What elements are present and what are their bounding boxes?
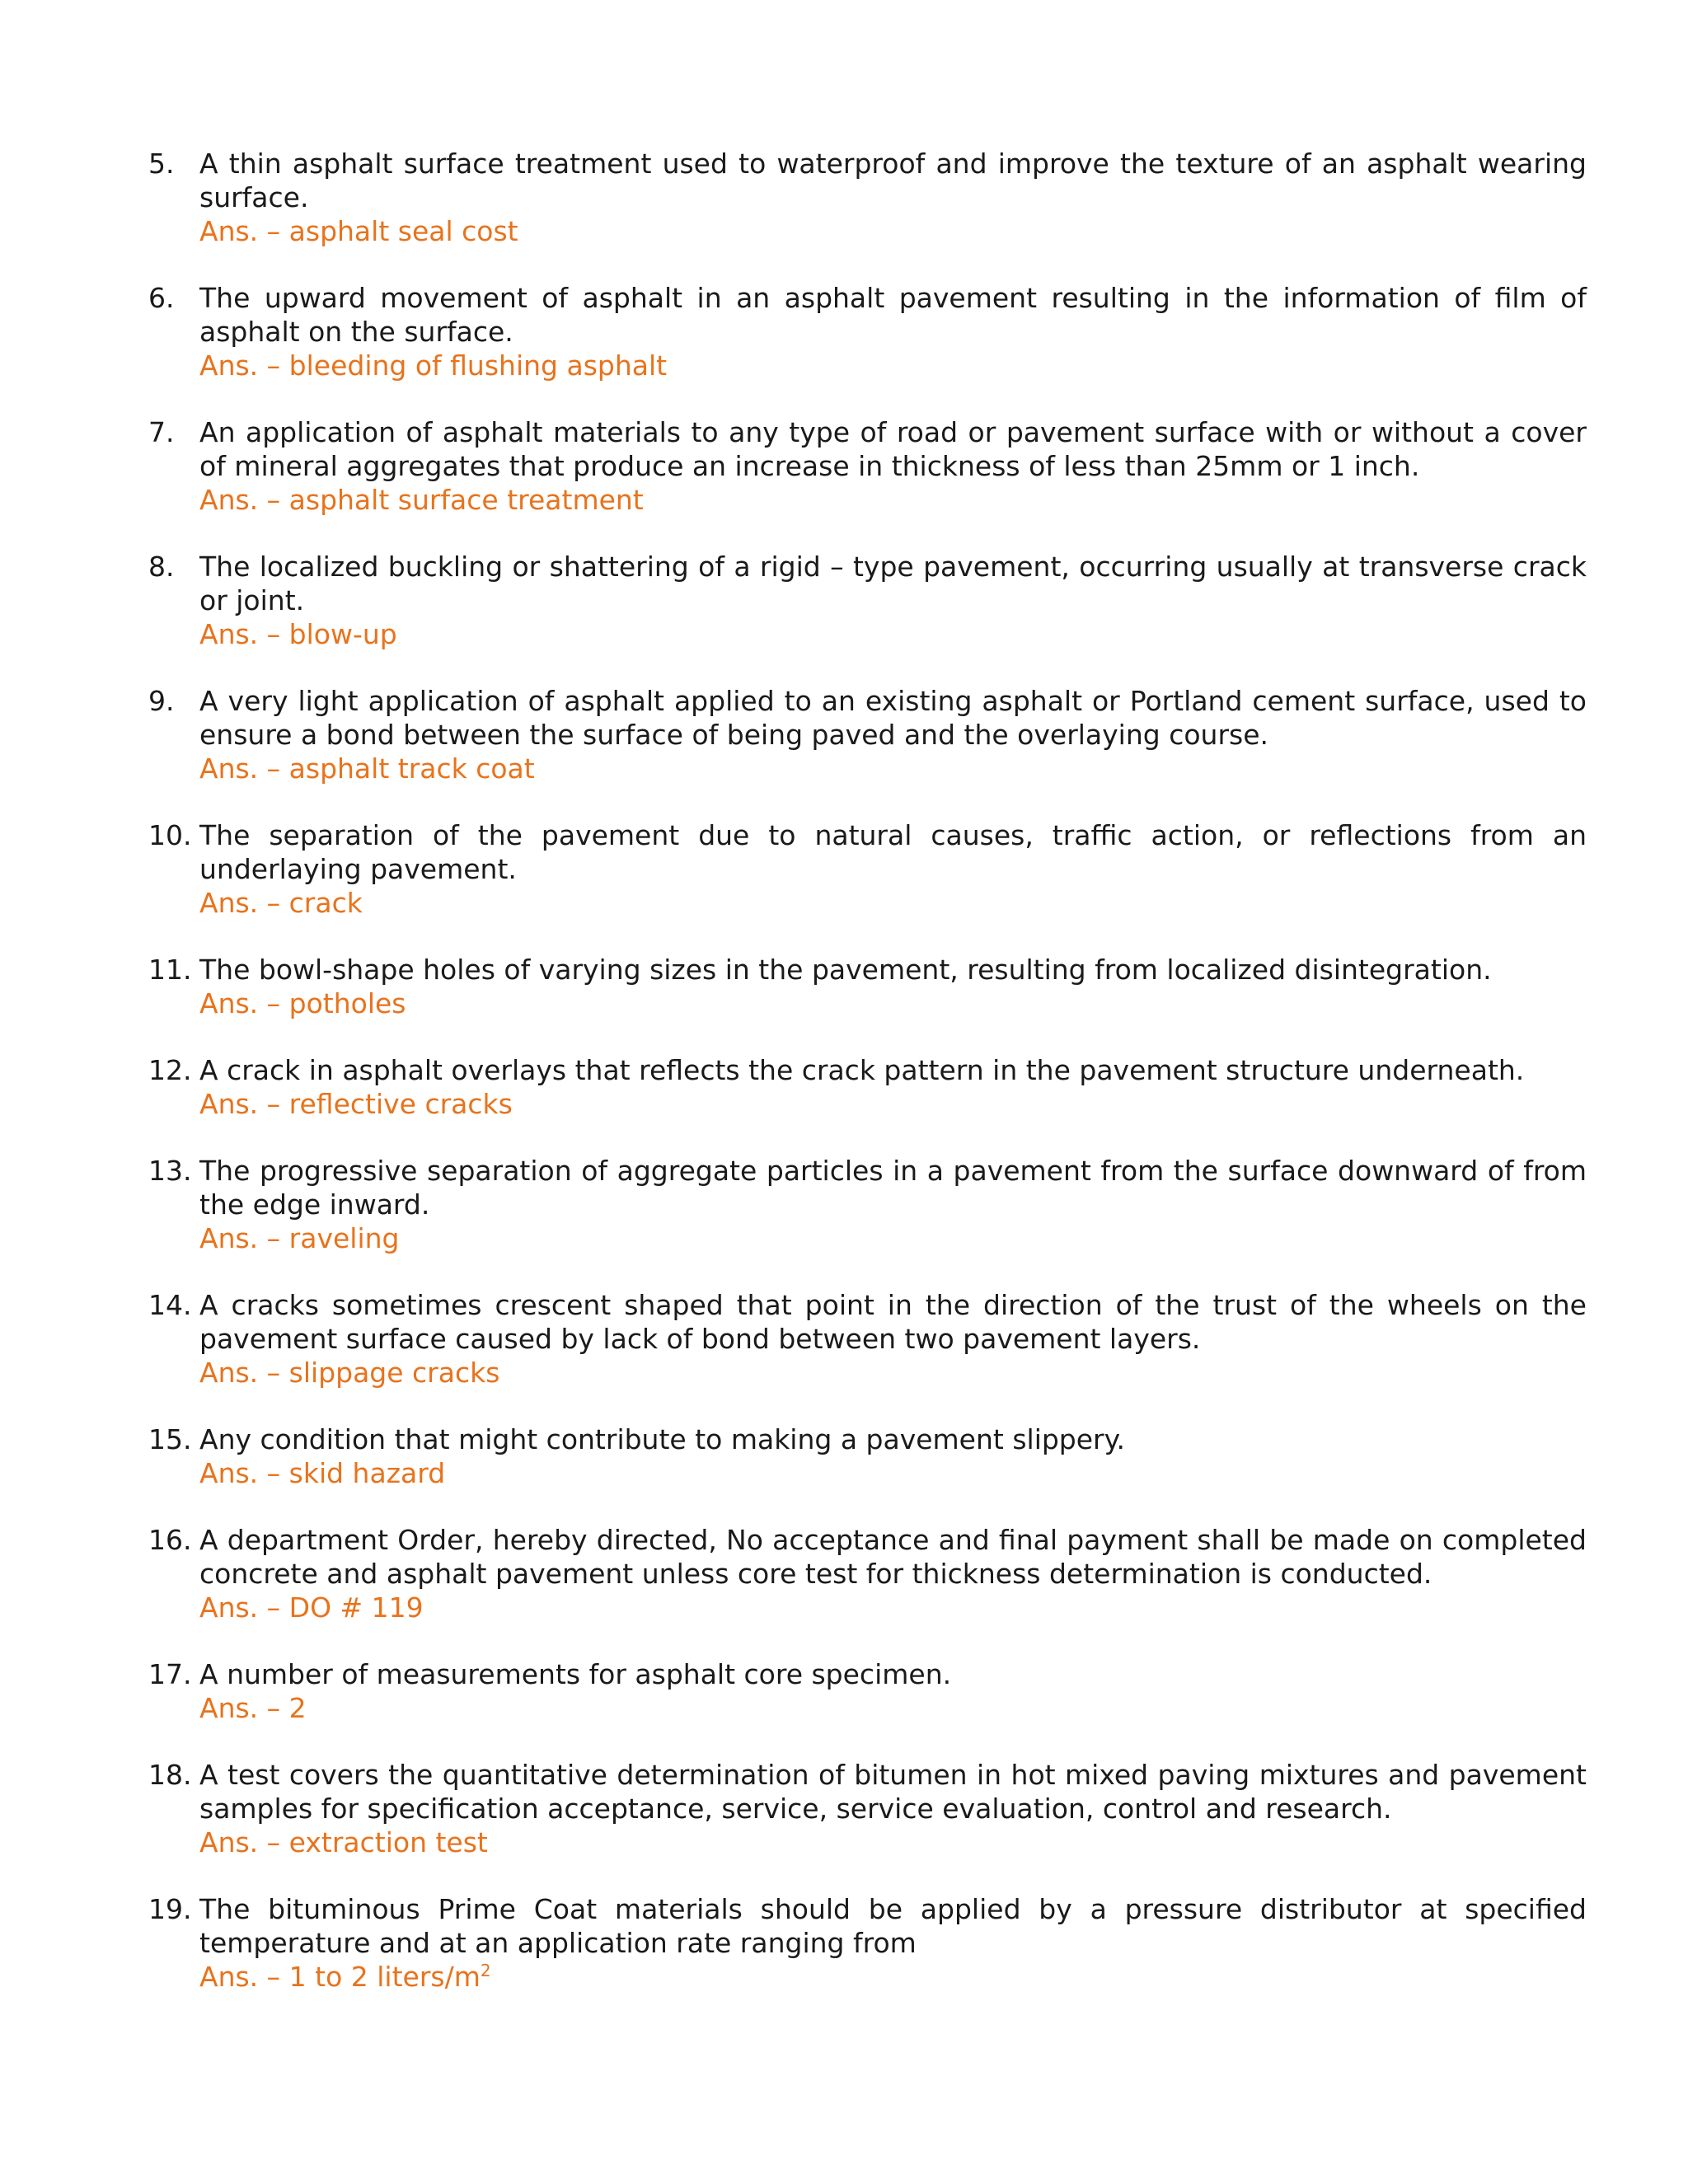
answer-text: Ans. – blow-up [199, 618, 397, 650]
item-number: 19. [148, 1893, 192, 1925]
question-text: The separation of the pavement due to natural causes, traffic action, or reflections from an underlaying pavement. [199, 819, 1587, 885]
item-number: 16. [148, 1524, 192, 1556]
item-number: 13. [148, 1155, 192, 1187]
answer-text: Ans. – skid hazard [199, 1457, 446, 1489]
item-number: 5. [148, 148, 175, 180]
answer-superscript: 2 [480, 1961, 491, 1980]
list-item [148, 1523, 1587, 1624]
list-item [148, 1422, 1587, 1490]
list-item [148, 1154, 1587, 1255]
question-text: A crack in asphalt overlays that reflects the crack pattern in the pavement structure underneath. [199, 1054, 1525, 1086]
item-number: 15. [148, 1423, 192, 1455]
question-text: An application of asphalt materials to any type of road or pavement surface with or without a cover of mineral aggregates that produce an increase in thickness of less than 25mm or 1 inch. [199, 416, 1587, 482]
question-text: A test covers the quantitative determination of bitumen in hot mixed paving mixtures and pavement samples for specification acceptance, service, service evaluation, control and research. [199, 1759, 1587, 1825]
list-item [148, 550, 1587, 651]
answer-text [199, 1960, 1587, 1994]
question-text: A number of measurements for asphalt core specimen. [199, 1658, 952, 1690]
item-number: 14. [148, 1289, 192, 1321]
question-text: The bowl-shape holes of varying sizes in the pavement, resulting from localized disintegration. [199, 954, 1492, 986]
item-number: 11. [148, 954, 192, 986]
item-number: 6. [148, 282, 175, 314]
list-item [148, 1892, 1587, 1994]
list-item [148, 1053, 1587, 1121]
item-number: 10. [148, 819, 192, 851]
question-text: The localized buckling or shattering of a rigid – type pavement, occurring usually at transverse crack or joint. [199, 551, 1587, 616]
list-item [148, 684, 1587, 785]
question-text: The bituminous Prime Coat materials should be applied by a pressure distributor at specified temperature and at an application rate ranging from [199, 1893, 1587, 1959]
answer-text: Ans. – extraction test [199, 1826, 488, 1858]
answer-text: Ans. – slippage cracks [199, 1357, 500, 1389]
list-item [148, 953, 1587, 1020]
item-number: 18. [148, 1759, 192, 1791]
answer-text: Ans. – DO # 119 [199, 1591, 424, 1624]
list-item [148, 1758, 1587, 1859]
item-number: 12. [148, 1054, 192, 1086]
answer-text: Ans. – reflective cracks [199, 1088, 513, 1120]
question-text: A thin asphalt surface treatment used to waterproof and improve the texture of an asphalt wearing surface. [199, 148, 1587, 213]
item-number: 17. [148, 1658, 192, 1690]
item-number: 7. [148, 416, 175, 448]
list-item [148, 1288, 1587, 1390]
answer-text: Ans. – asphalt track coat [199, 752, 535, 785]
list-item [148, 281, 1587, 382]
item-number: 9. [148, 685, 175, 717]
question-text: A cracks sometimes crescent shaped that point in the direction of the trust of the wheels on the pavement surface caused by lack of bond between two pavement layers. [199, 1289, 1587, 1355]
question-text: A department Order, hereby directed, No acceptance and final payment shall be made on completed concrete and asphalt pavement unless core test for thickness determination is conducted. [199, 1524, 1587, 1590]
answer-text: Ans. – asphalt surface treatment [199, 484, 644, 516]
answer-main: Ans. – 1 to 2 liters/m [199, 1961, 481, 1993]
question-text: The progressive separation of aggregate particles in a pavement from the surface downward of from the edge inward. [199, 1155, 1587, 1221]
item-number: 8. [148, 551, 175, 583]
answer-text: Ans. – bleeding of flushing asphalt [199, 349, 668, 382]
question-text: The upward movement of asphalt in an asphalt pavement resulting in the information of film of asphalt on the surface. [199, 282, 1587, 348]
answer-text: Ans. – asphalt seal cost [199, 215, 518, 247]
question-text: Any condition that might contribute to making a pavement slippery. [199, 1423, 1125, 1455]
answer-text: Ans. – raveling [199, 1222, 400, 1254]
question-list [148, 147, 1587, 2027]
list-item [148, 415, 1587, 517]
list-item [148, 818, 1587, 920]
answer-text: Ans. – crack [199, 887, 363, 919]
list-item [148, 1657, 1587, 1725]
answer-text: Ans. – 2 [199, 1692, 307, 1724]
answer-text: Ans. – potholes [199, 987, 406, 1019]
list-item [148, 147, 1587, 248]
question-text: A very light application of asphalt applied to an existing asphalt or Portland cement surface, used to ensure a bond between the surface of being paved and the overlaying course. [199, 685, 1587, 751]
